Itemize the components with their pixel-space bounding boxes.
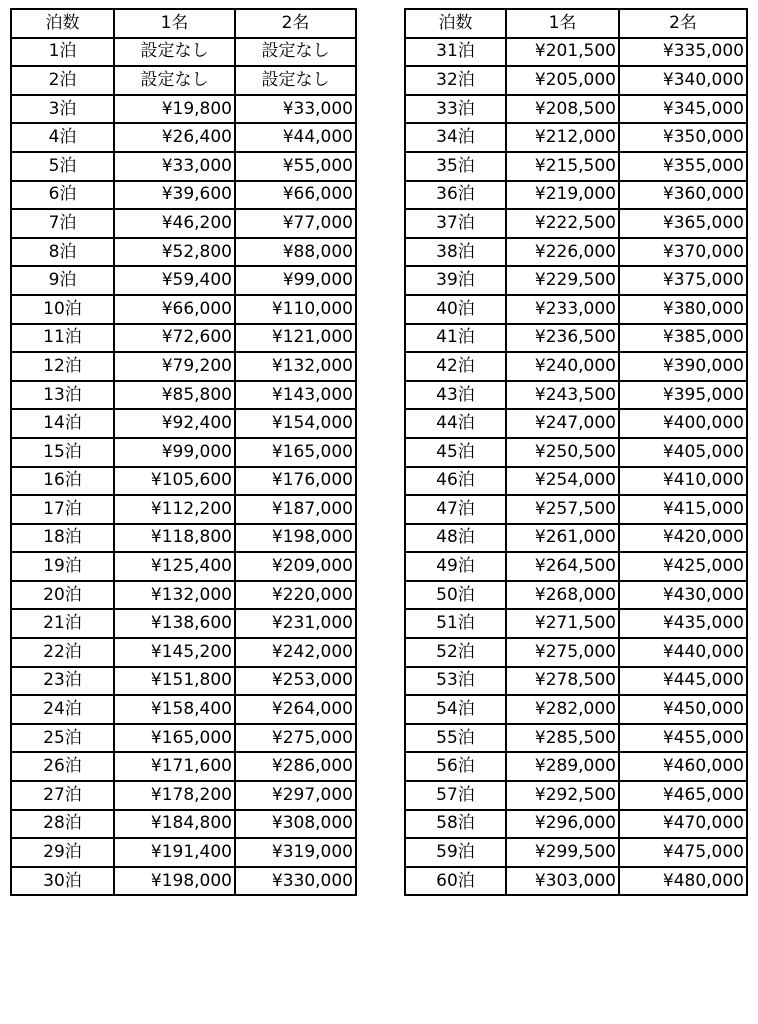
price-one-cell: ¥236,500 <box>506 324 619 353</box>
header-one-person: 1名 <box>506 9 619 38</box>
table-row <box>405 495 747 524</box>
price-two-cell: ¥187,000 <box>235 495 356 524</box>
price-one-cell: ¥158,400 <box>114 695 235 724</box>
price-one-cell: ¥151,800 <box>114 667 235 696</box>
nights-cell: 11泊 <box>11 324 114 353</box>
price-two-cell: ¥165,000 <box>235 438 356 467</box>
price-two-cell: ¥385,000 <box>619 324 747 353</box>
nights-cell: 12泊 <box>11 352 114 381</box>
table-row <box>405 123 747 152</box>
price-table-left <box>10 8 357 896</box>
price-one-cell: ¥219,000 <box>506 181 619 210</box>
price-two-cell: ¥220,000 <box>235 581 356 610</box>
nights-cell: 8泊 <box>11 238 114 267</box>
table-row <box>405 695 747 724</box>
table-row <box>405 552 747 581</box>
table-row <box>11 123 356 152</box>
price-two-cell: ¥440,000 <box>619 638 747 667</box>
price-two-cell: ¥400,000 <box>619 409 747 438</box>
table-row <box>405 209 747 238</box>
price-two-cell: ¥110,000 <box>235 295 356 324</box>
nights-cell: 1泊 <box>11 38 114 67</box>
table-row <box>405 266 747 295</box>
price-one-cell: ¥105,600 <box>114 467 235 496</box>
price-one-cell: ¥240,000 <box>506 352 619 381</box>
price-two-cell: ¥350,000 <box>619 123 747 152</box>
price-one-cell: ¥275,000 <box>506 638 619 667</box>
table-row <box>11 95 356 124</box>
price-one-cell: ¥165,000 <box>114 724 235 753</box>
price-one-cell: ¥132,000 <box>114 581 235 610</box>
price-two-cell: 設定なし <box>235 38 356 67</box>
nights-cell: 5泊 <box>11 152 114 181</box>
nights-cell: 55泊 <box>405 724 506 753</box>
nights-cell: 19泊 <box>11 552 114 581</box>
nights-cell: 3泊 <box>11 95 114 124</box>
price-one-cell: ¥92,400 <box>114 409 235 438</box>
price-two-cell: ¥450,000 <box>619 695 747 724</box>
price-two-cell: 設定なし <box>235 66 356 95</box>
table-row <box>405 467 747 496</box>
price-two-cell: ¥242,000 <box>235 638 356 667</box>
price-two-cell: ¥154,000 <box>235 409 356 438</box>
price-two-cell: ¥253,000 <box>235 667 356 696</box>
price-one-cell: ¥254,000 <box>506 467 619 496</box>
price-two-cell: ¥121,000 <box>235 324 356 353</box>
nights-cell: 4泊 <box>11 123 114 152</box>
nights-cell: 47泊 <box>405 495 506 524</box>
table-row <box>405 181 747 210</box>
table-row <box>405 324 747 353</box>
price-one-cell: 設定なし <box>114 66 235 95</box>
price-one-cell: ¥201,500 <box>506 38 619 67</box>
table-row <box>11 38 356 67</box>
price-one-cell: ¥33,000 <box>114 152 235 181</box>
nights-cell: 26泊 <box>11 752 114 781</box>
nights-cell: 15泊 <box>11 438 114 467</box>
nights-cell: 46泊 <box>405 467 506 496</box>
nights-cell: 52泊 <box>405 638 506 667</box>
table-row <box>11 752 356 781</box>
header-two-persons: 2名 <box>235 9 356 38</box>
price-one-cell: ¥229,500 <box>506 266 619 295</box>
nights-cell: 60泊 <box>405 867 506 896</box>
nights-cell: 2泊 <box>11 66 114 95</box>
price-two-cell: ¥340,000 <box>619 66 747 95</box>
price-two-cell: ¥308,000 <box>235 810 356 839</box>
table-row <box>11 581 356 610</box>
nights-cell: 56泊 <box>405 752 506 781</box>
price-one-cell: ¥257,500 <box>506 495 619 524</box>
nights-cell: 29泊 <box>11 838 114 867</box>
price-two-cell: ¥231,000 <box>235 609 356 638</box>
price-two-cell: ¥390,000 <box>619 352 747 381</box>
price-one-cell: ¥233,000 <box>506 295 619 324</box>
table-row <box>405 810 747 839</box>
price-two-cell: ¥415,000 <box>619 495 747 524</box>
table-row <box>11 324 356 353</box>
nights-cell: 42泊 <box>405 352 506 381</box>
nights-cell: 9泊 <box>11 266 114 295</box>
table-row <box>405 295 747 324</box>
table-row <box>11 724 356 753</box>
nights-cell: 40泊 <box>405 295 506 324</box>
table-row <box>11 495 356 524</box>
price-one-cell: ¥208,500 <box>506 95 619 124</box>
price-two-cell: ¥435,000 <box>619 609 747 638</box>
header-two-persons: 2名 <box>619 9 747 38</box>
table-header-row <box>405 9 747 38</box>
nights-cell: 22泊 <box>11 638 114 667</box>
nights-cell: 7泊 <box>11 209 114 238</box>
table-body-left <box>11 38 356 896</box>
price-two-cell: ¥88,000 <box>235 238 356 267</box>
price-one-cell: ¥268,000 <box>506 581 619 610</box>
nights-cell: 38泊 <box>405 238 506 267</box>
table-row <box>11 381 356 410</box>
price-one-cell: ¥215,500 <box>506 152 619 181</box>
price-one-cell: ¥171,600 <box>114 752 235 781</box>
price-one-cell: 設定なし <box>114 38 235 67</box>
nights-cell: 34泊 <box>405 123 506 152</box>
nights-cell: 57泊 <box>405 781 506 810</box>
nights-cell: 24泊 <box>11 695 114 724</box>
price-two-cell: ¥355,000 <box>619 152 747 181</box>
table-row <box>11 352 356 381</box>
nights-cell: 35泊 <box>405 152 506 181</box>
price-one-cell: ¥247,000 <box>506 409 619 438</box>
table-row <box>11 152 356 181</box>
price-one-cell: ¥271,500 <box>506 609 619 638</box>
table-row <box>405 781 747 810</box>
price-one-cell: ¥250,500 <box>506 438 619 467</box>
nights-cell: 25泊 <box>11 724 114 753</box>
table-row <box>405 609 747 638</box>
price-two-cell: ¥209,000 <box>235 552 356 581</box>
nights-cell: 20泊 <box>11 581 114 610</box>
price-two-cell: ¥410,000 <box>619 467 747 496</box>
table-row <box>405 352 747 381</box>
nights-cell: 45泊 <box>405 438 506 467</box>
nights-cell: 44泊 <box>405 409 506 438</box>
price-two-cell: ¥55,000 <box>235 152 356 181</box>
table-row <box>11 209 356 238</box>
price-one-cell: ¥285,500 <box>506 724 619 753</box>
table-row <box>405 752 747 781</box>
price-one-cell: ¥118,800 <box>114 524 235 553</box>
table-row <box>11 295 356 324</box>
table-row <box>405 524 747 553</box>
price-two-cell: ¥297,000 <box>235 781 356 810</box>
nights-cell: 32泊 <box>405 66 506 95</box>
nights-cell: 41泊 <box>405 324 506 353</box>
price-two-cell: ¥33,000 <box>235 95 356 124</box>
price-two-cell: ¥465,000 <box>619 781 747 810</box>
price-one-cell: ¥222,500 <box>506 209 619 238</box>
price-one-cell: ¥212,000 <box>506 123 619 152</box>
price-two-cell: ¥445,000 <box>619 667 747 696</box>
price-two-cell: ¥143,000 <box>235 381 356 410</box>
price-two-cell: ¥330,000 <box>235 867 356 896</box>
price-two-cell: ¥380,000 <box>619 295 747 324</box>
table-row <box>11 638 356 667</box>
table-row <box>11 409 356 438</box>
price-one-cell: ¥26,400 <box>114 123 235 152</box>
table-row <box>11 524 356 553</box>
price-two-cell: ¥275,000 <box>235 724 356 753</box>
price-one-cell: ¥99,000 <box>114 438 235 467</box>
price-one-cell: ¥243,500 <box>506 381 619 410</box>
price-two-cell: ¥264,000 <box>235 695 356 724</box>
header-nights: 泊数 <box>405 9 506 38</box>
price-one-cell: ¥138,600 <box>114 609 235 638</box>
nights-cell: 53泊 <box>405 667 506 696</box>
price-one-cell: ¥299,500 <box>506 838 619 867</box>
price-two-cell: ¥198,000 <box>235 524 356 553</box>
price-two-cell: ¥176,000 <box>235 467 356 496</box>
nights-cell: 21泊 <box>11 609 114 638</box>
table-row <box>405 66 747 95</box>
table-row <box>11 867 356 896</box>
price-one-cell: ¥145,200 <box>114 638 235 667</box>
price-two-cell: ¥370,000 <box>619 238 747 267</box>
price-one-cell: ¥85,800 <box>114 381 235 410</box>
price-one-cell: ¥198,000 <box>114 867 235 896</box>
nights-cell: 17泊 <box>11 495 114 524</box>
price-two-cell: ¥286,000 <box>235 752 356 781</box>
price-one-cell: ¥303,000 <box>506 867 619 896</box>
nights-cell: 49泊 <box>405 552 506 581</box>
price-two-cell: ¥395,000 <box>619 381 747 410</box>
price-two-cell: ¥345,000 <box>619 95 747 124</box>
table-row <box>11 810 356 839</box>
header-nights: 泊数 <box>11 9 114 38</box>
price-two-cell: ¥475,000 <box>619 838 747 867</box>
table-row <box>405 838 747 867</box>
nights-cell: 27泊 <box>11 781 114 810</box>
nights-cell: 10泊 <box>11 295 114 324</box>
table-row <box>11 438 356 467</box>
nights-cell: 50泊 <box>405 581 506 610</box>
table-row <box>405 438 747 467</box>
price-one-cell: ¥278,500 <box>506 667 619 696</box>
table-row <box>405 381 747 410</box>
table-row <box>405 38 747 67</box>
price-two-cell: ¥335,000 <box>619 38 747 67</box>
nights-cell: 31泊 <box>405 38 506 67</box>
table-row <box>405 724 747 753</box>
price-two-cell: ¥99,000 <box>235 266 356 295</box>
nights-cell: 48泊 <box>405 524 506 553</box>
header-one-person: 1名 <box>114 9 235 38</box>
price-one-cell: ¥72,600 <box>114 324 235 353</box>
table-row <box>11 467 356 496</box>
table-row <box>11 838 356 867</box>
nights-cell: 58泊 <box>405 810 506 839</box>
price-two-cell: ¥425,000 <box>619 552 747 581</box>
price-one-cell: ¥125,400 <box>114 552 235 581</box>
table-row <box>405 152 747 181</box>
price-two-cell: ¥480,000 <box>619 867 747 896</box>
price-one-cell: ¥226,000 <box>506 238 619 267</box>
nights-cell: 23泊 <box>11 667 114 696</box>
price-one-cell: ¥178,200 <box>114 781 235 810</box>
price-one-cell: ¥264,500 <box>506 552 619 581</box>
price-two-cell: ¥460,000 <box>619 752 747 781</box>
nights-cell: 59泊 <box>405 838 506 867</box>
table-row <box>11 181 356 210</box>
table-row <box>11 66 356 95</box>
price-one-cell: ¥282,000 <box>506 695 619 724</box>
table-row <box>11 552 356 581</box>
price-one-cell: ¥205,000 <box>506 66 619 95</box>
price-two-cell: ¥319,000 <box>235 838 356 867</box>
nights-cell: 37泊 <box>405 209 506 238</box>
table-row <box>405 409 747 438</box>
table-row <box>11 238 356 267</box>
price-one-cell: ¥52,800 <box>114 238 235 267</box>
price-one-cell: ¥289,000 <box>506 752 619 781</box>
nights-cell: 6泊 <box>11 181 114 210</box>
price-two-cell: ¥365,000 <box>619 209 747 238</box>
price-two-cell: ¥375,000 <box>619 266 747 295</box>
nights-cell: 43泊 <box>405 381 506 410</box>
price-one-cell: ¥184,800 <box>114 810 235 839</box>
table-row <box>11 695 356 724</box>
price-one-cell: ¥79,200 <box>114 352 235 381</box>
table-row <box>11 609 356 638</box>
price-one-cell: ¥191,400 <box>114 838 235 867</box>
price-two-cell: ¥420,000 <box>619 524 747 553</box>
table-header-row <box>11 9 356 38</box>
table-row <box>11 266 356 295</box>
price-table-right <box>404 8 748 896</box>
price-one-cell: ¥59,400 <box>114 266 235 295</box>
nights-cell: 54泊 <box>405 695 506 724</box>
nights-cell: 30泊 <box>11 867 114 896</box>
nights-cell: 28泊 <box>11 810 114 839</box>
price-two-cell: ¥430,000 <box>619 581 747 610</box>
price-two-cell: ¥455,000 <box>619 724 747 753</box>
price-two-cell: ¥66,000 <box>235 181 356 210</box>
price-two-cell: ¥132,000 <box>235 352 356 381</box>
nights-cell: 16泊 <box>11 467 114 496</box>
table-row <box>405 638 747 667</box>
table-body-right <box>405 38 747 896</box>
price-one-cell: ¥39,600 <box>114 181 235 210</box>
price-one-cell: ¥66,000 <box>114 295 235 324</box>
nights-cell: 36泊 <box>405 181 506 210</box>
nights-cell: 14泊 <box>11 409 114 438</box>
price-one-cell: ¥292,500 <box>506 781 619 810</box>
table-row <box>405 581 747 610</box>
price-two-cell: ¥360,000 <box>619 181 747 210</box>
nights-cell: 33泊 <box>405 95 506 124</box>
price-one-cell: ¥19,800 <box>114 95 235 124</box>
table-row <box>405 95 747 124</box>
nights-cell: 39泊 <box>405 266 506 295</box>
price-two-cell: ¥77,000 <box>235 209 356 238</box>
price-one-cell: ¥112,200 <box>114 495 235 524</box>
price-one-cell: ¥296,000 <box>506 810 619 839</box>
table-row <box>405 867 747 896</box>
nights-cell: 13泊 <box>11 381 114 410</box>
table-row <box>11 667 356 696</box>
nights-cell: 51泊 <box>405 609 506 638</box>
price-two-cell: ¥470,000 <box>619 810 747 839</box>
nights-cell: 18泊 <box>11 524 114 553</box>
table-row <box>11 781 356 810</box>
table-row <box>405 667 747 696</box>
price-two-cell: ¥44,000 <box>235 123 356 152</box>
price-two-cell: ¥405,000 <box>619 438 747 467</box>
price-one-cell: ¥261,000 <box>506 524 619 553</box>
table-row <box>405 238 747 267</box>
price-one-cell: ¥46,200 <box>114 209 235 238</box>
